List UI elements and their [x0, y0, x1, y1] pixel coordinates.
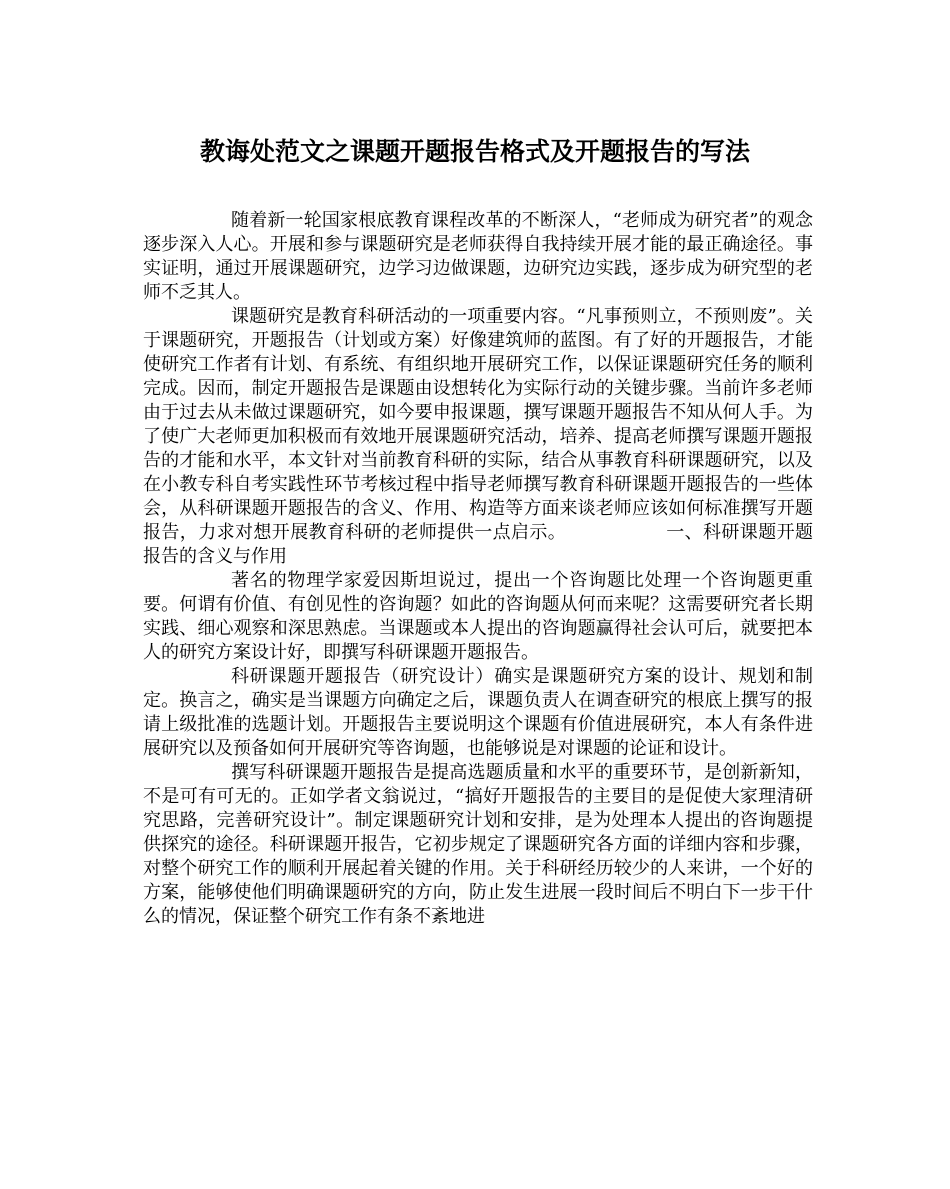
- document-title: 教诲处范文之课题开题报告格式及开题报告的写法: [199, 137, 750, 166]
- section-heading: 一、科研课题开题报告的含义与作用: [143, 522, 814, 567]
- paragraph-3: 著名的物理学家爱因斯坦说过，提出一个咨询题比处理一个咨询题更重要。何谓有价值、有创见性的咨询题？如此的咨询题从何而来呢？这需要研究者长期实践、细心观察和深思熟虑。当课题或本人提出的咨询题赢得社会认可后，就要把本人的研究方案设计好，即撰写科研课题开题报告。: [143, 570, 813, 663]
- paragraph-1: 随着新一轮国家根底教育课程改革的不断深人，“老师成为研究者”的观念逐步深入人心。开展和参与课题研究是老师获得自我持续开展才能的最正确途径。事实证明，通过开展课题研究，边学习边做课题，边研究边实践，逐步成为研究型的老师不乏其人。: [143, 210, 813, 303]
- paragraph-4: 科研课题开题报告（研究设计）确实是课题研究方案的设计、规划和制定。换言之，确实是当课题方向确定之后，课题负责人在调查研究的根底上撰写的报请上级批准的选题计划。开题报告主要说明这个课题有价值进展研究，本人有条件进展研究以及预备如何开展研究等咨询题，也能够说是对课题的论证和设计。: [143, 666, 813, 759]
- paragraph-2: [143, 305, 813, 569]
- paragraph-5: 撰写科研课题开题报告是提高选题质量和水平的重要环节，是创新新知，不是可有可无的。正如学者文翁说过，“搞好开题报告的主要目的是促使大家理清研究思路，完善研究设计”。制定课题研究计划和安排，是为处理本人提出的咨询题提供探究的途径。科研课题开报告，它初步规定了课题研究各方面的详细内容和步骤，对整个研究工作的顺利开展起着关键的作用。关于科研经历较少的人来讲，一个好的方案，能够使他们明确课题研究的方向，防止发生进展一段时间后不明白下一步干什么的情况，保证整个研究工作有条不紊地进: [143, 762, 813, 927]
- document-body: [143, 209, 813, 929]
- paragraph-2-text: 课题研究是教育科研活动的一项重要内容。“凡事预则立，不预则废”。关于课题研究，开题报告（计划或方案）好像建筑师的蓝图。有了好的开题报告，才能使研究工作者有计划、有系统、有组织地开展研究工作，以保证课题研究任务的顺利完成。因而，制定开题报告是课题由设想转化为实际行动的关键步骤。当前许多老师由于过去从未做过课题研究，如今要申报课题，撰写课题开题报告不知从何人手。为了使广大老师更加积极而有效地开展课题研究活动，培养、提高老师撰写课题开题报告的才能和水平，本文针对当前教育科研的实际，结合从事教育科研课题研究，以及在小教专科自考实践性环节考核过程中指导老师撰写教育科研课题开题报告的一些体会，从科研课题开题报告的含义、作用、构造等方面来谈老师应该如何标准撰写开题报告，力求对想开展教育科研的老师提供一点启示。: [143, 306, 813, 543]
